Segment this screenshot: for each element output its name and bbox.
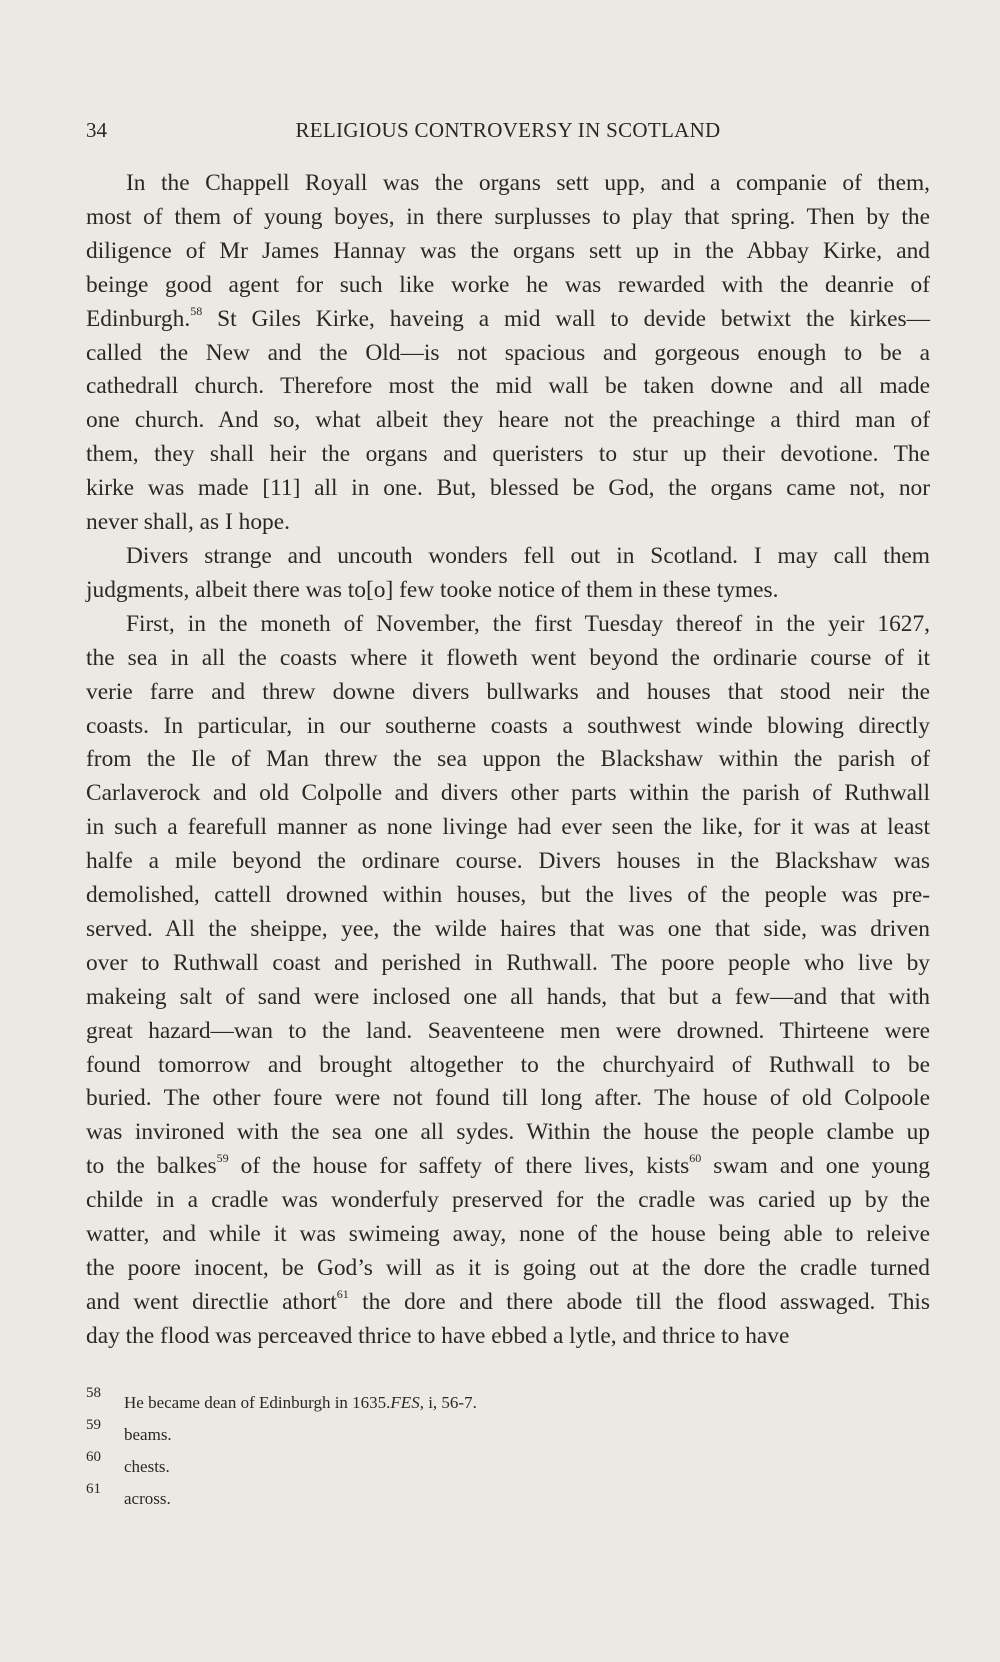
text-line: them, they shall heir the organs and queristers to stur up their devotione. The (86, 441, 930, 468)
running-title: RELIGIOUS CONTROVERSY IN SCOTLAND (295, 118, 721, 142)
footnote-number: 60 (86, 1449, 101, 1465)
text-line: most of them of young boyes, in there surplusses to play that spring. Then by the (86, 203, 930, 230)
text-line: to the balkes$^{59}$ of the house for saffety of there lives, kists$^{60}$ swam and one young (86, 1151, 930, 1180)
text-line: watter, and while it was swimeing away, none of the house being able to releive (86, 1221, 930, 1248)
footnote-ref[interactable]: 58 (190, 303, 203, 318)
text-line: Carlaverock and old Colpolle and divers other parts within the parish of Ruthwall (86, 780, 930, 807)
text-line: First, in the moneth of November, the first Tuesday thereof in the yeir 1627, (126, 610, 930, 637)
footnotes (86, 1385, 930, 1521)
footnote-ref[interactable]: 59 (216, 1151, 229, 1166)
text-line: in such a fearefull manner as none livinge had ever seen the like, for it was at least (86, 814, 930, 841)
text-line: childe in a cradle was wonderfuly preserved for the cradle was caried up by the (86, 1187, 930, 1214)
footnote-text: across. (124, 1489, 171, 1508)
text-line: Edinburgh.$^{58}$ St Giles Kirke, haveing a mid wall to devide betwixt the kirkes— (86, 303, 930, 332)
footnote (86, 1481, 930, 1521)
text-line: coasts. In particular, in our southerne coasts a southwest winde blowing directly (86, 712, 930, 739)
footnote-number: 59 (86, 1417, 101, 1433)
text-line: day the flood was perceaved thrice to have ebbed a lytle, and thrice to have (86, 1322, 790, 1349)
paragraph (86, 167, 930, 540)
text-line: over to Ruthwall coast and perished in Ruthwall. The poore people who live by (86, 949, 930, 976)
footnote-text: beams. (124, 1425, 172, 1444)
text-line: In the Chappell Royall was the organs sett upp, and a companie of them, (126, 170, 930, 196)
footnote-number: 61 (86, 1481, 101, 1497)
text-line: the poore inocent, be God’s will as it is going out at the dore the cradle turned (86, 1255, 930, 1281)
text-line: one church. And so, what albeit they heare not the preachinge a third man of (86, 407, 930, 434)
text-line: Divers strange and uncouth wonders fell out in Scotland. I may call them (126, 542, 930, 569)
text-line: the sea in all the coasts where it floweth went beyond the ordinarie course of it (86, 644, 930, 671)
page-number: 34 (86, 118, 107, 142)
footnote (86, 1385, 930, 1425)
text-line: served. All the sheippe, yee, the wilde haires that was one that side, was driven (86, 915, 930, 942)
footnote-ref[interactable]: 61 (336, 1287, 349, 1302)
footnote-text: He became dean of Edinburgh in 1635.FES, i, 56-7. (124, 1393, 477, 1412)
text-line: great hazard—wan to the land. Seaventeene men were drowned. Thirteene were (86, 1017, 930, 1044)
footnote-number: 58 (86, 1385, 101, 1401)
text-line: verie farre and threw downe divers bullwarks and houses that stood neir the (86, 678, 930, 705)
text-line: makeing salt of sand were inclosed one all hands, that but a few—and that with (86, 983, 930, 1010)
text-line: never shall, as I hope. (86, 509, 290, 536)
text-line: demolished, cattell drowned within houses, but the lives of the people was pre- (86, 882, 930, 909)
footnote (86, 1449, 930, 1489)
text-line: kirke was made [11] all in one. But, blessed be God, the organs came not, nor (86, 475, 930, 502)
footnote-ref[interactable]: 60 (689, 1151, 702, 1166)
paragraph (86, 540, 930, 608)
text-line: found tomorrow and brought altogether to the churchyaird of Ruthwall to be (86, 1051, 930, 1078)
text-line: and went directlie athort$^{61}$ the dore and there abode till the flood asswaged. This (86, 1287, 930, 1315)
text-line: cathedrall church. Therefore most the mid wall be taken downe and all made (86, 373, 930, 400)
text-line: diligence of Mr James Hannay was the organs sett up in the Abbay Kirke, and (86, 237, 930, 264)
text-line: called the New and the Old—is not spacious and gorgeous enough to be a (86, 339, 930, 366)
page-header (86, 118, 930, 152)
footnote-text: chests. (124, 1457, 170, 1476)
text-line: from the Ile of Man threw the sea uppon the Blackshaw within the parish of (86, 746, 930, 773)
text-line: was invironed with the sea one all sydes. Within the house the people clambe up (86, 1119, 930, 1146)
text-line: halfe a mile beyond the ordinare course. Divers houses in the Blackshaw was (86, 848, 930, 875)
main-text (86, 167, 930, 1354)
footnote (86, 1417, 930, 1457)
paragraph (86, 608, 930, 1354)
text-line: buried. The other foure were not found till long after. The house of old Colpoole (86, 1085, 930, 1112)
text-line: beinge good agent for such like worke he was rewarded with the deanrie of (86, 271, 930, 298)
text-line: judgments, albeit there was to[o] few tooke notice of them in these tymes. (86, 576, 779, 603)
